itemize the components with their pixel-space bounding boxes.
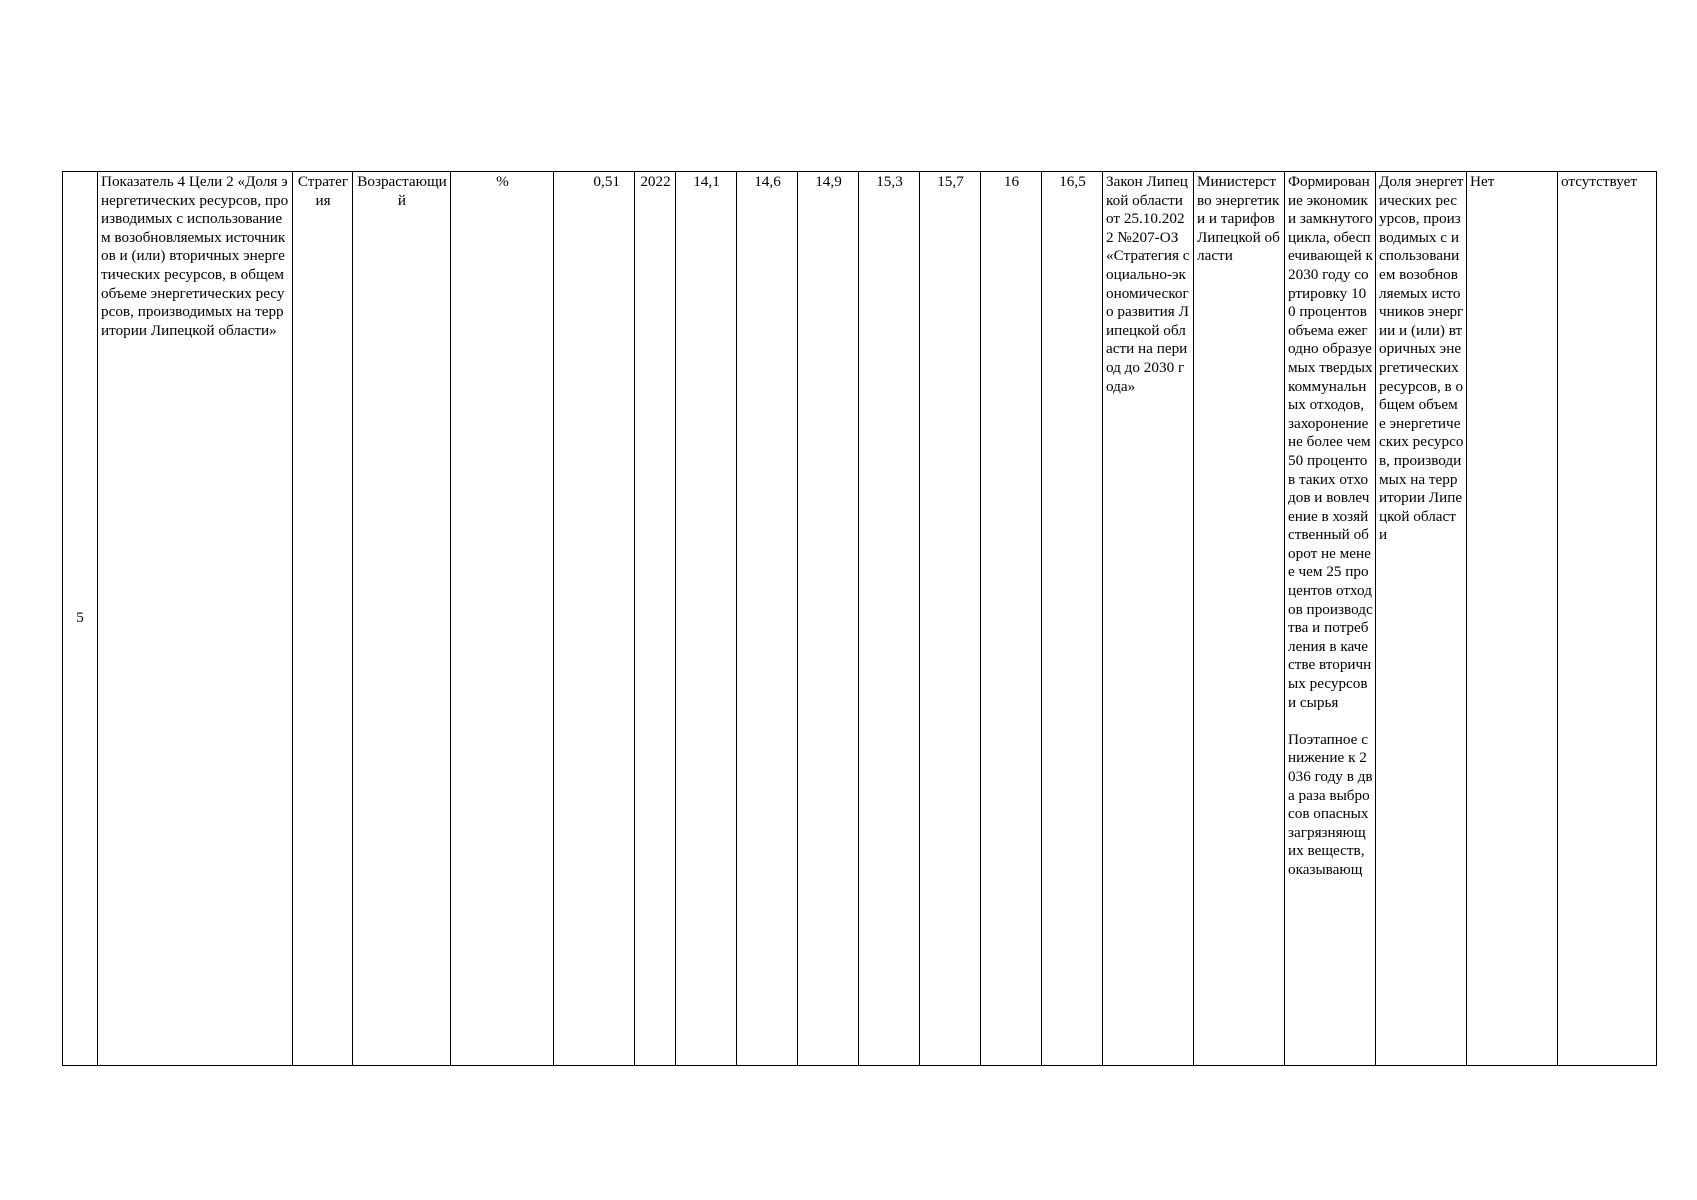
indicator-trend-cell: Возрастающий — [353, 172, 451, 1066]
year-value-cell: 15,3 — [859, 172, 920, 1066]
state-program-indicator-cell: Доля энергетических ресурсов, производимых с использованием возобновляемых источников энергии и (или) вторичных энергетических ресурсов, в общем объеме энергетических ресурсов, производимых на территории Липецкой области — [1376, 172, 1467, 1066]
year-value-cell: 14,1 — [676, 172, 737, 1066]
year-value-cell: 15,7 — [920, 172, 981, 1066]
year-value-cell: 14,9 — [798, 172, 859, 1066]
note-cell: отсутствует — [1558, 172, 1657, 1066]
row-number-cell: 5 — [63, 172, 98, 1066]
indicator-table — [62, 171, 1657, 1066]
document-cell: Закон Липецкой области от 25.10.2022 №207-ОЗ «Стратегия социально-экономического развития Липецкой области на период до 2030 года» — [1103, 172, 1194, 1066]
year-value-cell: 16,5 — [1042, 172, 1103, 1066]
year-value-cell: 16 — [981, 172, 1042, 1066]
base-year-cell: 2022 — [635, 172, 676, 1066]
unit-cell: % — [451, 172, 554, 1066]
national-goal-cell: Формирование экономики замкнутого цикла, обеспечивающей к 2030 году сортировку 100 процентов объема ежегодно образуемых твердых коммунальных отходов, захоронение не более чем 50 процентов таких отходов и вовлечение в хозяйственный оборот не менее чем 25 процентов отходов производства и потребления в качестве вторичных ресурсов и сырья Поэтапное снижение к 2036 году в два раза выбросов опасных загрязняющих веществ, оказывающ — [1285, 172, 1376, 1066]
responsible-cell: Министерство энергетики и тарифов Липецкой области — [1194, 172, 1285, 1066]
information-system-cell: Нет — [1467, 172, 1558, 1066]
table-row — [63, 172, 1657, 1066]
indicator-level-cell: Стратегия — [293, 172, 353, 1066]
base-value-cell: 0,51 — [554, 172, 635, 1066]
year-value-cell: 14,6 — [737, 172, 798, 1066]
indicator-name-cell: Показатель 4 Цели 2 «Доля энергетических ресурсов, производимых с использованием возобновляемых источников и (или) вторичных энергетических ресурсов, в общем объеме энергетических ресурсов, производимых на территории Липецкой области» — [98, 172, 293, 1066]
